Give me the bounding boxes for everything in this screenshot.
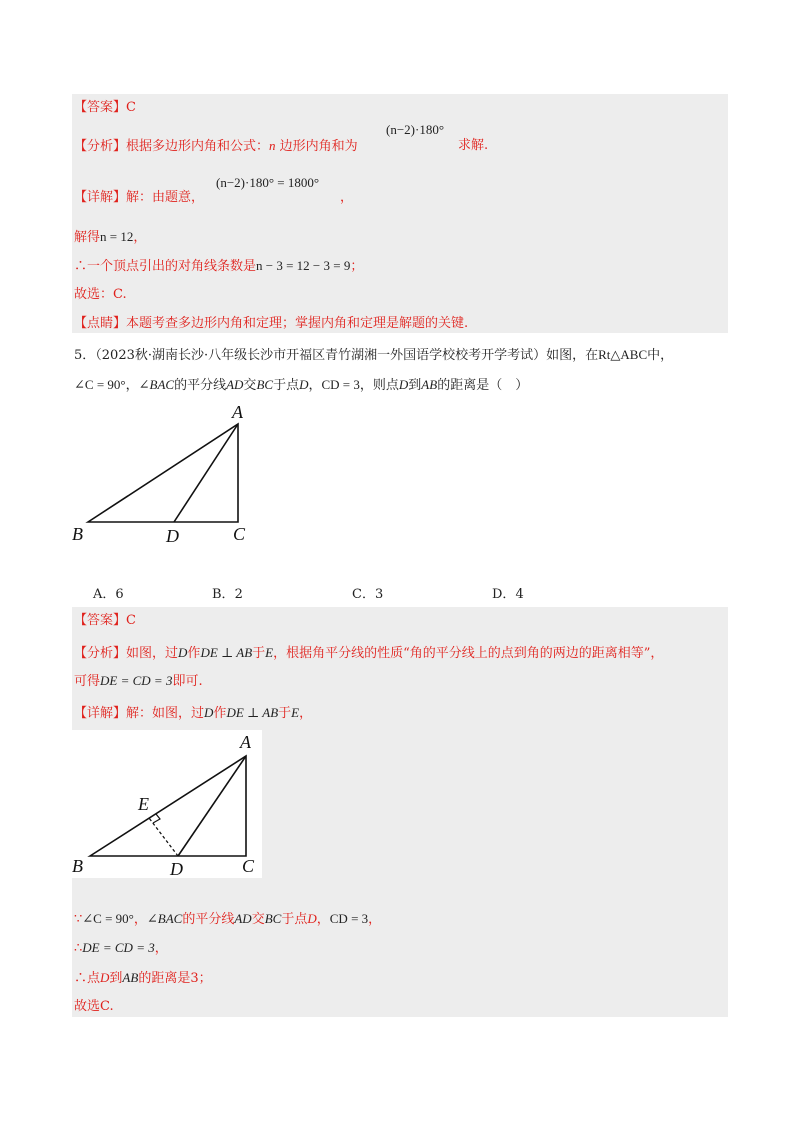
analysis-text-post: 求解. bbox=[458, 138, 489, 153]
because-d: 交 bbox=[251, 912, 265, 927]
option-a[interactable] bbox=[93, 583, 124, 602]
option-d[interactable] bbox=[492, 583, 524, 602]
triangle-abc bbox=[88, 424, 238, 522]
answer-line-1 bbox=[74, 99, 136, 117]
option-c-value: 3 bbox=[374, 587, 384, 602]
q-t3: 交 bbox=[243, 378, 257, 393]
detail-text: 解：由题意， bbox=[126, 190, 205, 205]
detail2-a: 解：如图，过 bbox=[126, 706, 205, 721]
analysis2-2a: 可得 bbox=[74, 674, 101, 689]
label2-e: E bbox=[138, 794, 149, 814]
because-c: 的平分线 bbox=[182, 912, 235, 927]
because-e: 于点 bbox=[281, 912, 308, 927]
option-b-letter: B． bbox=[212, 587, 235, 602]
dist-m2: AB bbox=[122, 970, 139, 985]
distance-line bbox=[74, 969, 212, 988]
diagonal-formula: n − 3 = 12 − 3 = 9 bbox=[256, 258, 351, 273]
label-b: B bbox=[72, 524, 83, 544]
detail-label: 【详解】 bbox=[74, 190, 127, 205]
analysis2-c: 于 bbox=[252, 646, 266, 661]
because-m3: AD bbox=[234, 911, 252, 926]
dist-b: 到 bbox=[109, 971, 123, 986]
q-t1: ， bbox=[125, 378, 139, 393]
question-line-1 bbox=[74, 346, 673, 365]
detail-formula: (n−2)·180° = 1800° bbox=[216, 175, 320, 190]
because-m6: CD = 3 bbox=[329, 911, 369, 926]
label2-c: C bbox=[242, 856, 255, 876]
question-text-1: 5．（2023秋·湖南长沙·八年级长沙市开福区青竹湖湘一外国语学校校考开学考试）如图，在 bbox=[74, 348, 599, 363]
q-t2: 的平分线 bbox=[174, 378, 227, 393]
diagonal-text: ∴一个顶点引出的对角线条数是 bbox=[74, 259, 257, 274]
option-a-letter: A． bbox=[93, 587, 116, 602]
q-angle-bac: ∠BAC bbox=[138, 377, 175, 392]
analysis2-line-2 bbox=[74, 672, 203, 691]
label2-a: A bbox=[240, 732, 251, 752]
triangle-figure-1 bbox=[66, 400, 266, 550]
label2-b: B bbox=[72, 856, 83, 876]
because-m4: BC bbox=[264, 911, 282, 926]
because-g: ， bbox=[368, 912, 382, 927]
q-d2: D bbox=[398, 377, 409, 392]
q-t7: 到 bbox=[408, 378, 422, 393]
detail2-m1: D bbox=[204, 705, 214, 720]
q-t8: 的距离是（ ） bbox=[437, 378, 529, 393]
option-b[interactable] bbox=[212, 583, 243, 602]
because-line bbox=[74, 910, 381, 929]
detail2-c: 于 bbox=[278, 706, 292, 721]
q-t4: 于点 bbox=[273, 378, 300, 393]
detail2-m2: DE ⊥ AB bbox=[226, 705, 279, 720]
because-f: ， bbox=[316, 912, 330, 927]
detail2-d: ， bbox=[299, 706, 313, 721]
option-d-value: 4 bbox=[515, 587, 524, 602]
analysis2-b: 作 bbox=[187, 646, 201, 661]
choose-line-1 bbox=[74, 286, 127, 304]
analysis2-line-1 bbox=[74, 644, 663, 663]
q-angle-c: ∠C = 90° bbox=[74, 377, 126, 392]
q-t6: ，则点 bbox=[359, 378, 399, 393]
detail2-b: 作 bbox=[213, 706, 227, 721]
label-c: C bbox=[233, 524, 246, 544]
analysis2-m1: D bbox=[178, 645, 188, 660]
perpendicular-de bbox=[149, 818, 178, 856]
label-d: D bbox=[166, 526, 179, 546]
question-triangle: Rt△ABC bbox=[598, 347, 648, 362]
q-ad: AD bbox=[226, 377, 244, 392]
detail-comma bbox=[340, 189, 353, 207]
option-c[interactable] bbox=[352, 583, 383, 602]
solve-formula: n = 12 bbox=[100, 229, 134, 244]
comment-line bbox=[74, 315, 468, 333]
label-a: A bbox=[232, 402, 243, 422]
analysis2-m2: DE ⊥ AB bbox=[200, 645, 253, 660]
dist-m1: D bbox=[100, 970, 110, 985]
diagonal-post: ； bbox=[350, 259, 364, 274]
so-b: ， bbox=[154, 941, 168, 956]
q-d: D bbox=[299, 377, 309, 392]
analysis2-2m: DE = CD = 3 bbox=[100, 673, 173, 688]
label2-d: D bbox=[170, 859, 183, 878]
because-b: ， bbox=[133, 912, 147, 927]
analysis-line-1 bbox=[74, 137, 358, 156]
because-m1: ∠C = 90° bbox=[82, 911, 134, 926]
bisector-ad bbox=[174, 424, 238, 522]
analysis2-2b: 即可. bbox=[172, 674, 203, 689]
analysis-text-mid: 边形内角和为 bbox=[275, 139, 358, 154]
q-bc: BC bbox=[256, 377, 274, 392]
question-line-2 bbox=[74, 376, 528, 395]
because-a: ∵ bbox=[74, 912, 83, 927]
triangle-abc-2 bbox=[90, 756, 246, 856]
detail2-line bbox=[74, 704, 312, 723]
q-ab: AB bbox=[421, 377, 438, 392]
analysis2-d: ，根据角平分线的性质“角的平分线上的点到角的两边的距离相等”， bbox=[273, 646, 664, 661]
comment-text: 本题考查多边形内角和定理；掌握内角和定理是解题的关键. bbox=[126, 316, 469, 331]
solve-text: 解得 bbox=[74, 230, 101, 245]
solve-line bbox=[74, 228, 146, 247]
q-cd: CD = 3 bbox=[321, 377, 360, 392]
answer-value: C bbox=[126, 100, 136, 115]
answer-line-2 bbox=[74, 612, 136, 630]
because-m2: ∠BAC bbox=[146, 911, 183, 926]
option-c-letter: C． bbox=[352, 587, 375, 602]
detail-line-1 bbox=[74, 189, 204, 207]
detail-comma-text: ， bbox=[340, 190, 354, 205]
so-m: DE = CD = 3 bbox=[82, 940, 155, 955]
answer2-label: 【答案】 bbox=[74, 613, 127, 628]
answer2-value: C bbox=[126, 613, 136, 628]
so-a: ∴ bbox=[74, 941, 83, 956]
dist-c: 的距离是3； bbox=[138, 971, 212, 986]
detail2-m3: E bbox=[291, 705, 300, 720]
comment-label: 【点睛】 bbox=[74, 316, 127, 331]
option-d-letter: D． bbox=[492, 587, 516, 602]
choose-text-1: 故选：C. bbox=[74, 287, 127, 302]
detail2-label: 【详解】 bbox=[74, 706, 127, 721]
dist-a: ∴点 bbox=[74, 971, 101, 986]
option-b-value: 2 bbox=[234, 587, 243, 602]
choose-line-2 bbox=[74, 998, 114, 1016]
choose-text-2: 故选C. bbox=[74, 999, 114, 1014]
answer-label: 【答案】 bbox=[74, 100, 127, 115]
bisector-ad-2 bbox=[178, 756, 246, 856]
triangle-figure-2 bbox=[72, 730, 262, 878]
so-line bbox=[74, 939, 168, 958]
analysis2-a: 如图，过 bbox=[126, 646, 179, 661]
analysis-label: 【分析】 bbox=[74, 139, 127, 154]
analysis-n: n bbox=[269, 138, 276, 153]
q-t5: ， bbox=[308, 378, 322, 393]
analysis-text: 根据多边形内角和公式： bbox=[126, 139, 270, 154]
diagonal-line bbox=[74, 257, 363, 276]
because-m5: D bbox=[307, 911, 317, 926]
analysis2-m3: E bbox=[265, 645, 274, 660]
option-a-value: 6 bbox=[115, 587, 124, 602]
solve-post: ， bbox=[133, 230, 147, 245]
question-text-1-post: 中， bbox=[647, 348, 674, 363]
analysis-line-1-end bbox=[458, 137, 488, 155]
analysis2-label: 【分析】 bbox=[74, 646, 127, 661]
analysis-formula: (n−2)·180° bbox=[386, 122, 445, 137]
